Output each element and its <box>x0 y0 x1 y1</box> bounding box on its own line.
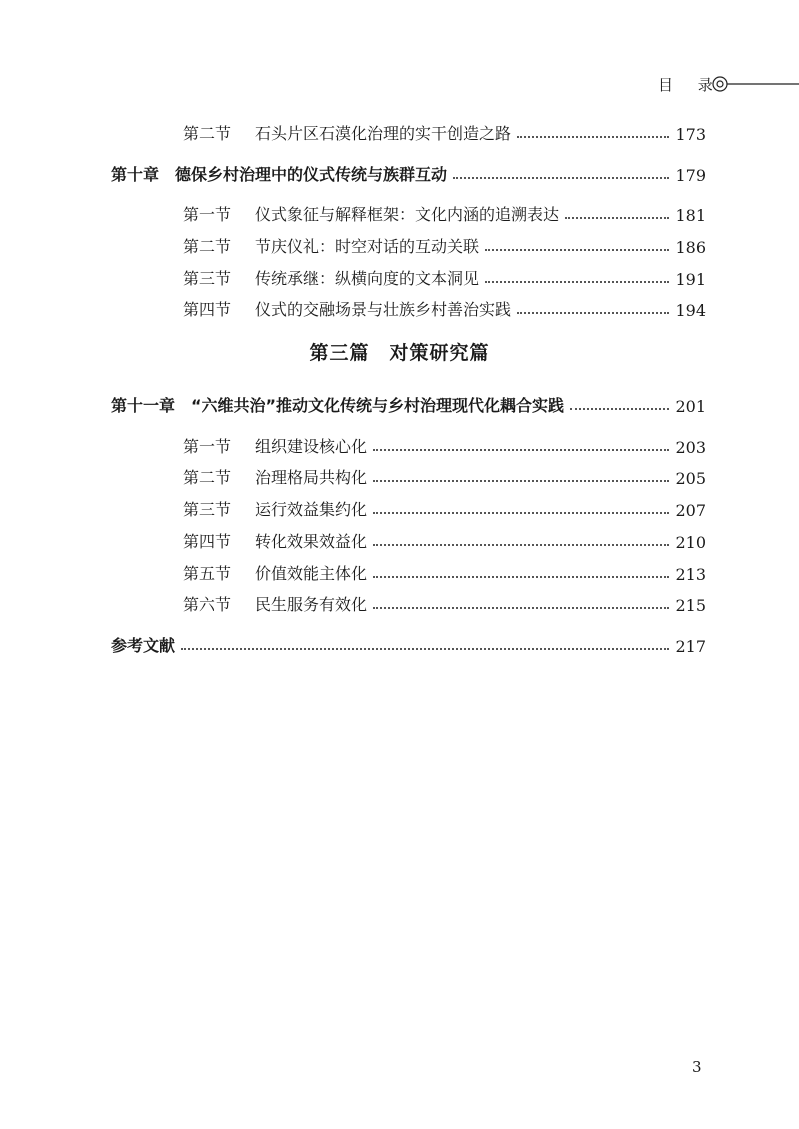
toc-entry[interactable] <box>183 292 706 320</box>
entry-page-number: 217 <box>675 637 706 656</box>
toc-entry[interactable] <box>183 524 706 552</box>
toc-entry[interactable] <box>183 587 706 615</box>
entry-title: 组织建设核心化 <box>255 437 368 456</box>
entry-label: 第一节 <box>183 205 232 224</box>
entry-page-number: 186 <box>675 238 706 257</box>
entry-title: 治理格局共构化 <box>255 468 368 487</box>
toc-entry[interactable] <box>183 429 706 457</box>
entry-title: 参考文献 <box>111 636 176 655</box>
entry-title: 转化效果效益化 <box>255 532 368 551</box>
page-number: 3 <box>692 1058 702 1076</box>
entry-label: 第三节 <box>183 500 232 519</box>
entry-title: 德保乡村治理中的仪式传统与族群互动 <box>175 165 448 184</box>
entry-label: 第五节 <box>183 564 232 583</box>
toc-chapter-entry[interactable] <box>111 157 706 185</box>
dot-leader <box>453 176 669 179</box>
entry-title: 运行效益集约化 <box>255 500 368 519</box>
dot-leader <box>373 606 669 609</box>
entry-label: 第二节 <box>183 124 232 143</box>
entry-label: 第四节 <box>183 532 232 551</box>
entry-page-number: 205 <box>675 469 706 488</box>
dot-leader <box>485 280 669 283</box>
entry-page-number: 181 <box>675 206 706 225</box>
dot-leader <box>373 448 669 451</box>
entry-page-number: 201 <box>675 397 706 416</box>
dot-leader <box>373 511 669 514</box>
toc-entry[interactable] <box>183 197 706 225</box>
dot-leader <box>565 216 669 219</box>
dot-leader <box>373 479 669 482</box>
entry-label: 第一节 <box>183 437 232 456</box>
toc-entry[interactable] <box>183 229 706 257</box>
entry-page-number: 173 <box>675 125 706 144</box>
entry-label: 第二节 <box>183 468 232 487</box>
entry-label: 第三节 <box>183 269 232 288</box>
running-header-label: 目 录 <box>658 76 723 94</box>
entry-title: 仪式的交融场景与壮族乡村善治实践 <box>255 300 512 319</box>
entry-title: 民生服务有效化 <box>255 595 368 614</box>
entry-label: 第六节 <box>183 595 232 614</box>
entry-label: 第十一章 <box>111 396 176 415</box>
entry-page-number: 207 <box>675 501 706 520</box>
entry-title: 价值效能主体化 <box>255 564 368 583</box>
entry-label: 第十章 <box>111 165 160 184</box>
part-title: 第三篇 对策研究篇 <box>309 342 490 364</box>
entry-page-number: 215 <box>675 596 706 615</box>
entry-page-number: 179 <box>675 166 706 185</box>
entry-page-number: 203 <box>675 438 706 457</box>
dot-leader <box>517 311 669 314</box>
entry-title: 节庆仪礼：时空对话的互动关联 <box>255 237 480 256</box>
entry-page-number: 191 <box>675 270 706 289</box>
dot-leader <box>373 543 669 546</box>
header-ornament-icon <box>712 75 799 95</box>
toc-entry[interactable] <box>183 460 706 488</box>
entry-page-number: 210 <box>675 533 706 552</box>
entry-title: 石头片区石漠化治理的实干创造之路 <box>255 124 512 143</box>
toc-entry[interactable] <box>183 116 706 144</box>
entry-page-number: 213 <box>675 565 706 584</box>
dot-leader <box>517 135 669 138</box>
toc-entry[interactable] <box>183 261 706 289</box>
toc-entry[interactable] <box>183 556 706 584</box>
entry-label: 第四节 <box>183 300 232 319</box>
entry-page-number: 194 <box>675 301 706 320</box>
dot-leader <box>485 248 669 251</box>
toc-chapter-entry[interactable] <box>111 388 706 416</box>
dot-leader <box>373 575 669 578</box>
entry-title: “六维共治”推动文化传统与乡村治理现代化耦合实践 <box>191 396 565 415</box>
running-header <box>650 70 799 100</box>
dot-leader <box>181 647 669 650</box>
entry-title: 传统承继：纵横向度的文本洞见 <box>255 269 480 288</box>
entry-title: 仪式象征与解释框架：文化内涵的追溯表达 <box>255 205 560 224</box>
entry-label: 第二节 <box>183 237 232 256</box>
toc-references-entry[interactable] <box>111 628 706 656</box>
dot-leader <box>570 407 669 410</box>
toc-entry[interactable] <box>183 492 706 520</box>
